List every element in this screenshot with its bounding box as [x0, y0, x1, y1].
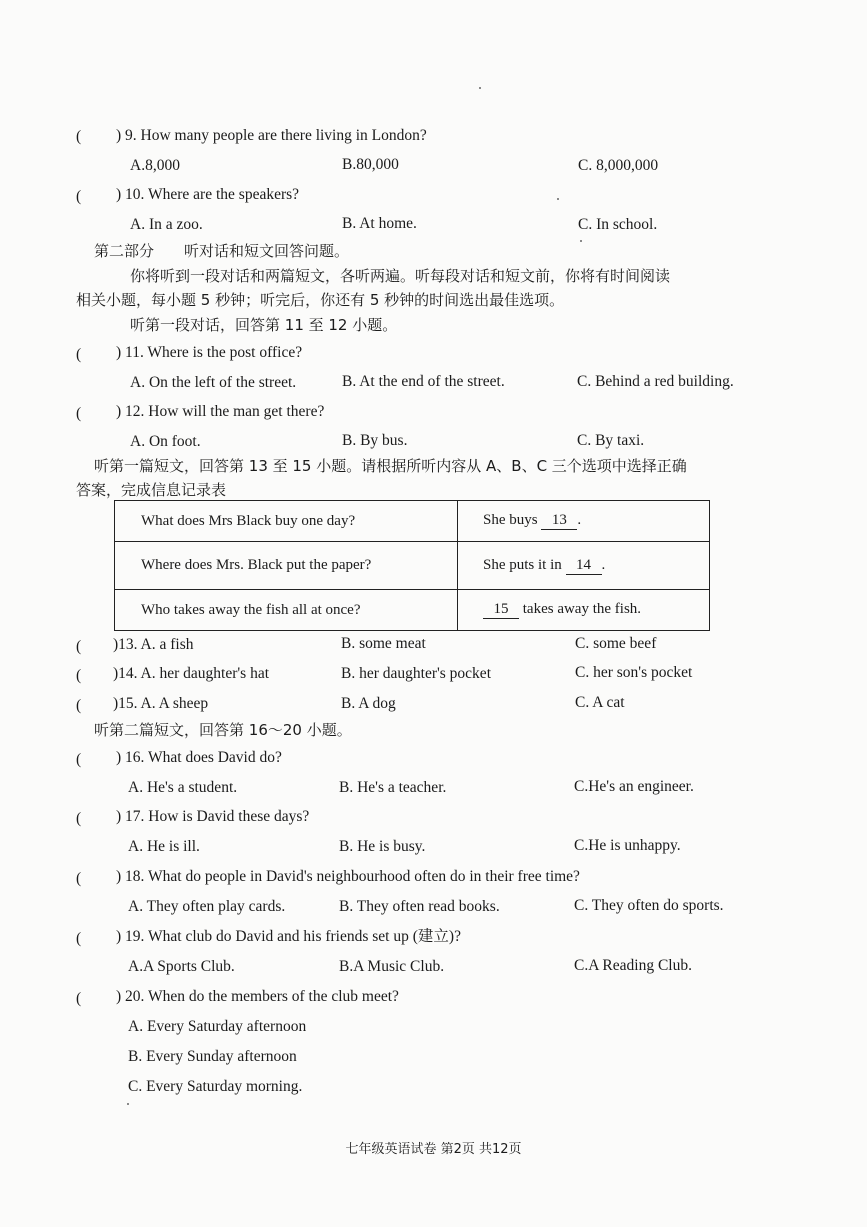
q16-option-a: A. He's a student.: [128, 779, 238, 796]
q17-option-a: A. He is ill.: [128, 838, 200, 855]
question-16: ) 16. What does David do?: [116, 749, 282, 766]
answer-paren: (: [76, 346, 82, 363]
answer-paren: (: [76, 405, 82, 422]
q12-option-c: C. By taxi.: [577, 432, 645, 449]
q10-option-b: B. At home.: [342, 215, 417, 232]
passage1-instruction-1: 听第一篇短文，回答第 13 至 15 小题。请根据所听内容从 A、B、C 三个选项中选择正确: [94, 457, 687, 475]
q14-option-c: C. her son's pocket: [575, 664, 693, 681]
table-question: Who takes away the fish all at once?: [115, 590, 458, 631]
q12-option-a: A. On foot.: [130, 433, 201, 450]
answer-blank: 15: [483, 601, 519, 619]
info-record-table: [114, 500, 710, 631]
answer-paren: (: [76, 870, 82, 887]
q9-option-b: B.80,000: [342, 156, 399, 173]
q20-option-c: C. Every Saturday morning.: [128, 1078, 303, 1095]
table-answer: 15 takes away the fish.: [458, 590, 710, 631]
q20-option-b: B. Every Sunday afternoon: [128, 1048, 297, 1065]
q19-option-a: A.A Sports Club.: [128, 958, 235, 975]
question-12: ) 12. How will the man get there?: [116, 403, 325, 420]
scan-speck: [580, 240, 582, 242]
question-17: ) 17. How is David these days?: [116, 808, 310, 825]
question-18: ) 18. What do people in David's neighbourhood often do in their free time?: [116, 868, 580, 885]
dialog-instruction: 听第一段对话，回答第 11 至 12 小题。: [130, 316, 398, 334]
q11-option-b: B. At the end of the street.: [342, 373, 505, 390]
question-20: ) 20. When do the members of the club meet?: [116, 988, 399, 1005]
q9-option-c: C. 8,000,000: [578, 157, 659, 174]
q10-option-c: C. In school.: [578, 216, 658, 233]
q15-option-b: B. A dog: [341, 695, 396, 712]
q15-option-c: C. A cat: [575, 694, 625, 711]
q19-option-b: B.A Music Club.: [339, 958, 445, 975]
answer-blank: 13: [541, 512, 577, 530]
question-11: ) 11. Where is the post office?: [116, 344, 303, 361]
passage2-instruction: 听第二篇短文，回答第 16～20 小题。: [94, 721, 352, 739]
q18-option-b: B. They often read books.: [339, 898, 500, 915]
q9-option-a: A.8,000: [130, 157, 180, 174]
scan-speck: [557, 198, 559, 200]
q14-option-b: B. her daughter's pocket: [341, 665, 491, 682]
table-row: [115, 590, 710, 631]
table-question: What does Mrs Black buy one day?: [115, 501, 458, 542]
q18-option-c: C. They often do sports.: [574, 897, 724, 914]
answer-paren: (: [76, 697, 82, 714]
scan-speck: [127, 1103, 129, 1105]
question-13: )13. A. a fish: [113, 636, 194, 653]
part2-title: 第二部分 听对话和短文回答问题。: [94, 242, 350, 260]
page-footer: 七年级英语试卷 第2页 共12页: [345, 1142, 522, 1157]
question-15: )15. A. A sheep: [113, 695, 209, 712]
scan-speck: [479, 87, 481, 89]
q16-option-b: B. He's a teacher.: [339, 779, 447, 796]
answer-paren: (: [76, 188, 82, 205]
answer-paren: (: [76, 667, 82, 684]
answer-blank: 14: [566, 557, 602, 575]
answer-paren: (: [76, 990, 82, 1007]
table-answer: She puts it in 14 .: [458, 542, 710, 590]
q17-option-c: C.He is unhappy.: [574, 837, 681, 854]
q13-option-c: C. some beef: [575, 635, 657, 652]
table-question: Where does Mrs. Black put the paper?: [115, 542, 458, 590]
q13-option-b: B. some meat: [341, 635, 426, 652]
q10-option-a: A. In a zoo.: [130, 216, 203, 233]
q18-option-a: A. They often play cards.: [128, 898, 286, 915]
table-answer: She buys 13 .: [458, 501, 710, 542]
question-10: ) 10. Where are the speakers?: [116, 186, 300, 203]
question-19: ) 19. What club do David and his friends set up (建立)?: [116, 928, 461, 945]
table-row: [115, 542, 710, 590]
answer-paren: (: [76, 638, 82, 655]
q11-option-c: C. Behind a red building.: [577, 373, 734, 390]
answer-paren: (: [76, 128, 82, 145]
passage1-instruction-2: 答案，完成信息记录表: [76, 481, 227, 499]
q16-option-c: C.He's an engineer.: [574, 778, 694, 795]
question-9: ) 9. How many people are there living in London?: [116, 127, 427, 144]
question-14: )14. A. her daughter's hat: [113, 665, 270, 682]
answer-paren: (: [76, 810, 82, 827]
answer-paren: (: [76, 751, 82, 768]
table-row: [115, 501, 710, 542]
q20-option-a: A. Every Saturday afternoon: [128, 1018, 307, 1035]
part2-instruction-1: 你将听到一段对话和两篇短文，各听两遍。听每段对话和短文前，你将有时间阅读: [130, 267, 671, 285]
q11-option-a: A. On the left of the street.: [130, 374, 297, 391]
answer-paren: (: [76, 930, 82, 947]
q12-option-b: B. By bus.: [342, 432, 408, 449]
q17-option-b: B. He is busy.: [339, 838, 426, 855]
q19-option-c: C.A Reading Club.: [574, 957, 692, 974]
part2-instruction-2: 相关小题，每小题 5 秒钟；听完后，你还有 5 秒钟的时间选出最佳选项。: [76, 291, 565, 309]
